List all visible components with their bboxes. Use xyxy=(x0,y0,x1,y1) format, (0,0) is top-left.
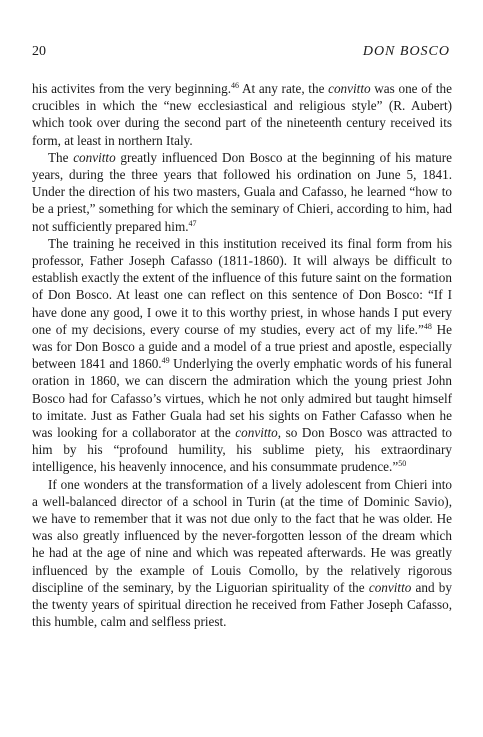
footnote-ref: 47 xyxy=(188,218,197,228)
paragraph xyxy=(32,149,452,235)
footnote-ref: 50 xyxy=(398,459,407,469)
footnote-ref: 49 xyxy=(161,356,170,366)
text-run: and by the twenty years of spiritual direction he received from Father Joseph Cafasso, this humble, calm and selfless priest. xyxy=(32,579,452,630)
footnote-ref: 46 xyxy=(231,81,239,90)
text-run: his activites from the very beginning. xyxy=(32,81,231,96)
text-run: Underlying the overly emphatic words of his funeral oration in 1860, we can discern the admiration which the young priest John Bosco had for Cafasso’s virtues, which he not only admired but taught himself to imitate. Just as Father Guala had set his sights on Father Cafasso when he was looking for a collaborator at the xyxy=(32,356,452,441)
footnote-ref: 48 xyxy=(423,321,432,331)
italic-term: convitto xyxy=(235,425,278,441)
text-run: He was for Don Bosco a guide and a model of a true priest and apostle, especially between 1841 and 1860. xyxy=(32,321,452,372)
paragraph xyxy=(32,80,452,149)
italic-term: convitto xyxy=(368,579,412,595)
text-run: The training he received in this institution received its final form from his professor, Father Joseph Cafasso (1811-1860). It will always be difficult to establish exactly the extent of the influence of this future saint on the formation of Don Bosco. At least one can reflect on this sentence of Don Bosco: “If I have done any good, I owe it to this worthy priest, in whose hands I put every one of my decisions, every course of my studies, every act of my life.” xyxy=(32,235,452,337)
page-number: 20 xyxy=(32,44,46,59)
italic-term: convitto xyxy=(73,149,116,165)
text-run: The xyxy=(48,149,74,165)
running-head: DON BOSCO xyxy=(362,44,450,59)
italic-term: convitto xyxy=(328,81,371,96)
text-run: If one wonders at the transformation of a lively adolescent from Chieri into a well-balanced director of a school in Turin (at the time of Dominic Savio), we have to remember that it was not due only to the fact that he was older. He was also greatly influenced by the never-forgotten lesson of the dream which he had at the age of nine and which was repeated afterwards. He was greatly influenced by the example of Louis Comollo, by the relatively rigorous discipline of the seminary, by the Liguorian spirituality of the xyxy=(32,476,452,595)
text-run: At any rate, the xyxy=(239,81,329,96)
paragraph xyxy=(32,235,452,476)
text-run: was one of the crucibles in which the “new ecclesiastical and religious style” (R. Aubert) which took over during the second part of the nineteenth century received its form, at least in northern Italy. xyxy=(32,81,452,148)
text-run: greatly influenced Don Bosco at the beginning of his mature years, during the three years that followed his ordination on June 5, 1841. Under the direction of his two masters, Guala and Cafasso, he learned “how to be a priest,” something for which the seminary of Chieri, according to him, had not sufficiently prepared him. xyxy=(32,149,452,234)
body-text xyxy=(32,80,452,631)
paragraph xyxy=(32,476,452,631)
text-run: , so Don Bosco was attracted to him by his “profound humility, his sublime piety, his extraordinary intelligence, his heavenly innocence, and his consummate prudence.” xyxy=(32,425,453,475)
